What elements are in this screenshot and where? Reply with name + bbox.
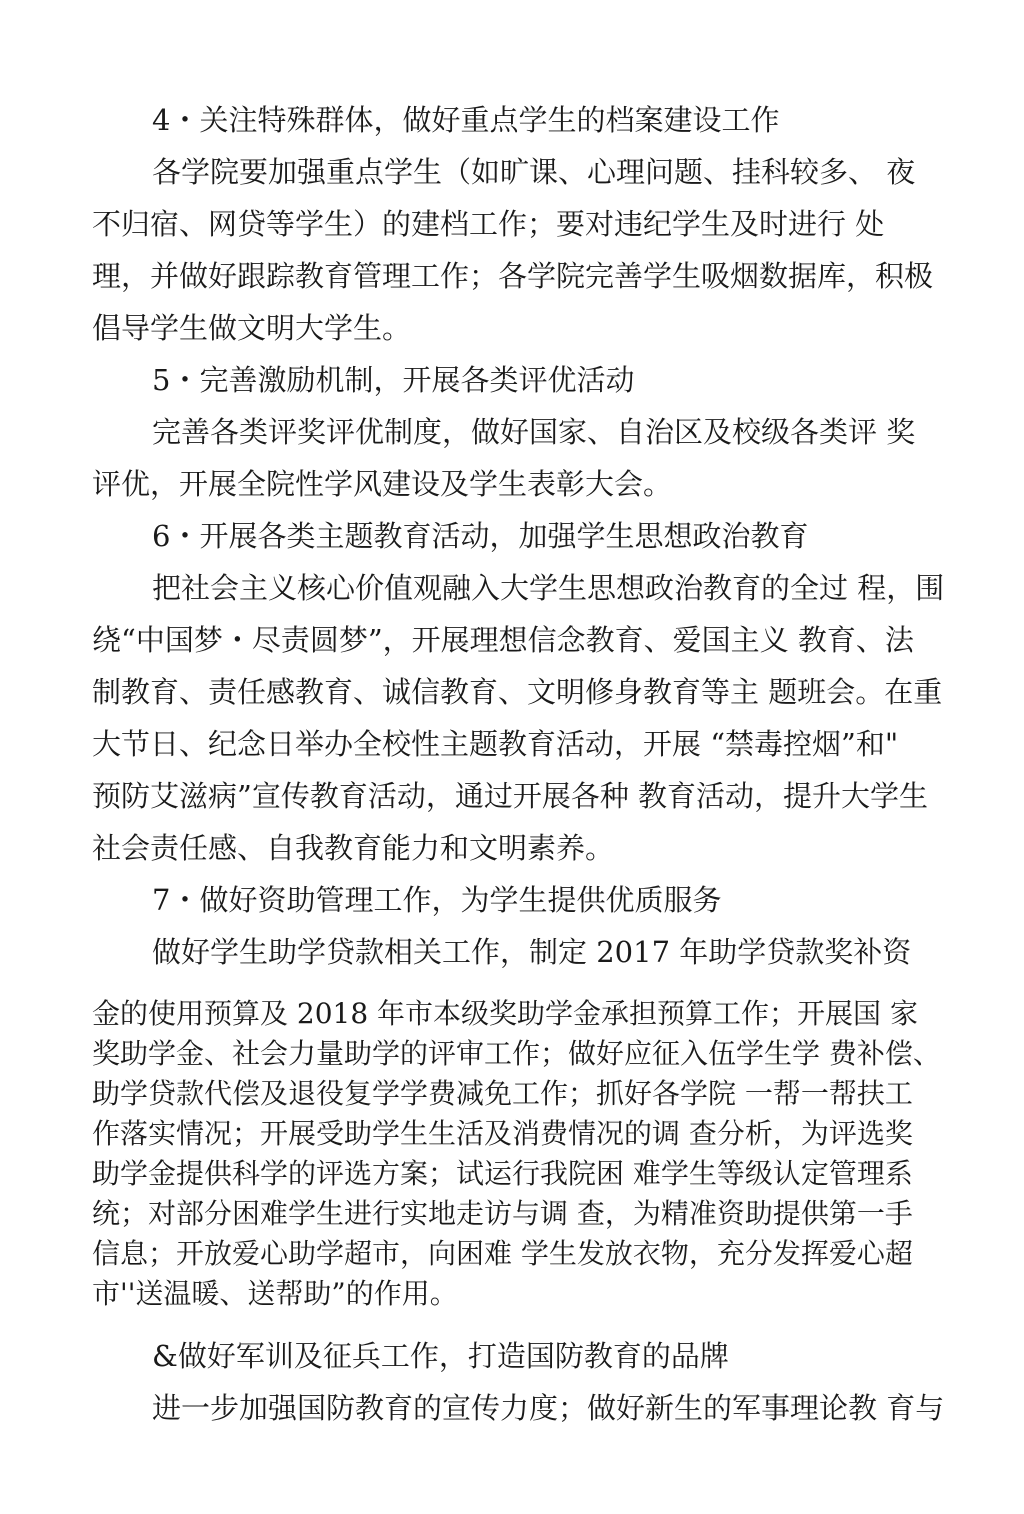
paragraph-line: 完善各类评奖评优制度，做好国家、自治区及校级各类评 奖 [152, 415, 916, 449]
paragraph-line: 评优，开展全院性学风建设及学生表彰大会。 [92, 467, 673, 501]
paragraph-line: 金的使用预算及 2018 年市本级奖助学金承担预算工作；开展国 家 [92, 997, 918, 1030]
paragraph-line: 不归宿、网贷等学生）的建档工作；要对违纪学生及时进行 处 [92, 207, 885, 241]
paragraph-line: 市''送温暖、送帮助”的作用。 [92, 1277, 458, 1310]
paragraph-line: 统；对部分困难学生进行实地走访与调 查，为精准资助提供第一手 [92, 1197, 913, 1230]
paragraph-line: 理，并做好跟踪教育管理工作；各学院完善学生吸烟数据库，积极 [92, 259, 934, 293]
paragraph-line: 把社会主义核心价值观融入大学生思想政治教育的全过 程，围 [152, 571, 945, 605]
section-heading-7: 7・做好资助管理工作，为学生提供优质服务 [152, 883, 722, 917]
section-heading-8: &做好军训及征兵工作，打造国防教育的品牌 [152, 1339, 729, 1373]
paragraph-line: 预防艾滋病”宣传教育活动，通过开展各种 教育活动，提升大学生 [92, 779, 929, 813]
paragraph-line: 倡导学生做文明大学生。 [92, 311, 412, 345]
paragraph-line: 进一步加强国防教育的宣传力度；做好新生的军事理论教 育与 [152, 1391, 945, 1425]
paragraph-line: 制教育、责任感教育、诚信教育、文明修身教育等主 题班会。在重 [92, 675, 943, 709]
paragraph-line: 作落实情况；开展受助学生生活及消费情况的调 查分析，为评选奖 [92, 1117, 913, 1150]
paragraph-line: 大节日、纪念日举办全校性主题教育活动，开展 “禁毒控烟”和" [92, 727, 899, 761]
paragraph-line: 绕“中国梦・尽责圆梦”，开展理想信念教育、爱国主义 教育、法 [92, 623, 914, 657]
paragraph-line: 奖助学金、社会力量助学的评审工作；做好应征入伍学生学 费补偿、 [92, 1037, 941, 1070]
paragraph-line: 社会责任感、自我教育能力和文明素养。 [92, 831, 615, 865]
section-heading-5: 5・完善激励机制，开展各类评优活动 [152, 363, 635, 397]
paragraph-line: 做好学生助学贷款相关工作，制定 2017 年助学贷款奖补资 [152, 935, 912, 969]
section-heading-4: 4・关注特殊群体，做好重点学生的档案建设工作 [152, 103, 780, 137]
section-heading-6: 6・开展各类主题教育活动，加强学生思想政治教育 [152, 519, 809, 553]
paragraph-line: 助学贷款代偿及退役复学学费减免工作；抓好各学院 一帮一帮扶工 [92, 1077, 913, 1110]
paragraph-line: 助学金提供科学的评选方案；试运行我院困 难学生等级认定管理系 [92, 1157, 913, 1190]
paragraph-line: 各学院要加强重点学生（如旷课、心理问题、挂科较多、 夜 [152, 155, 916, 189]
paragraph-line: 信息；开放爱心助学超市，向困难 学生发放衣物，充分发挥爱心超 [92, 1237, 913, 1270]
